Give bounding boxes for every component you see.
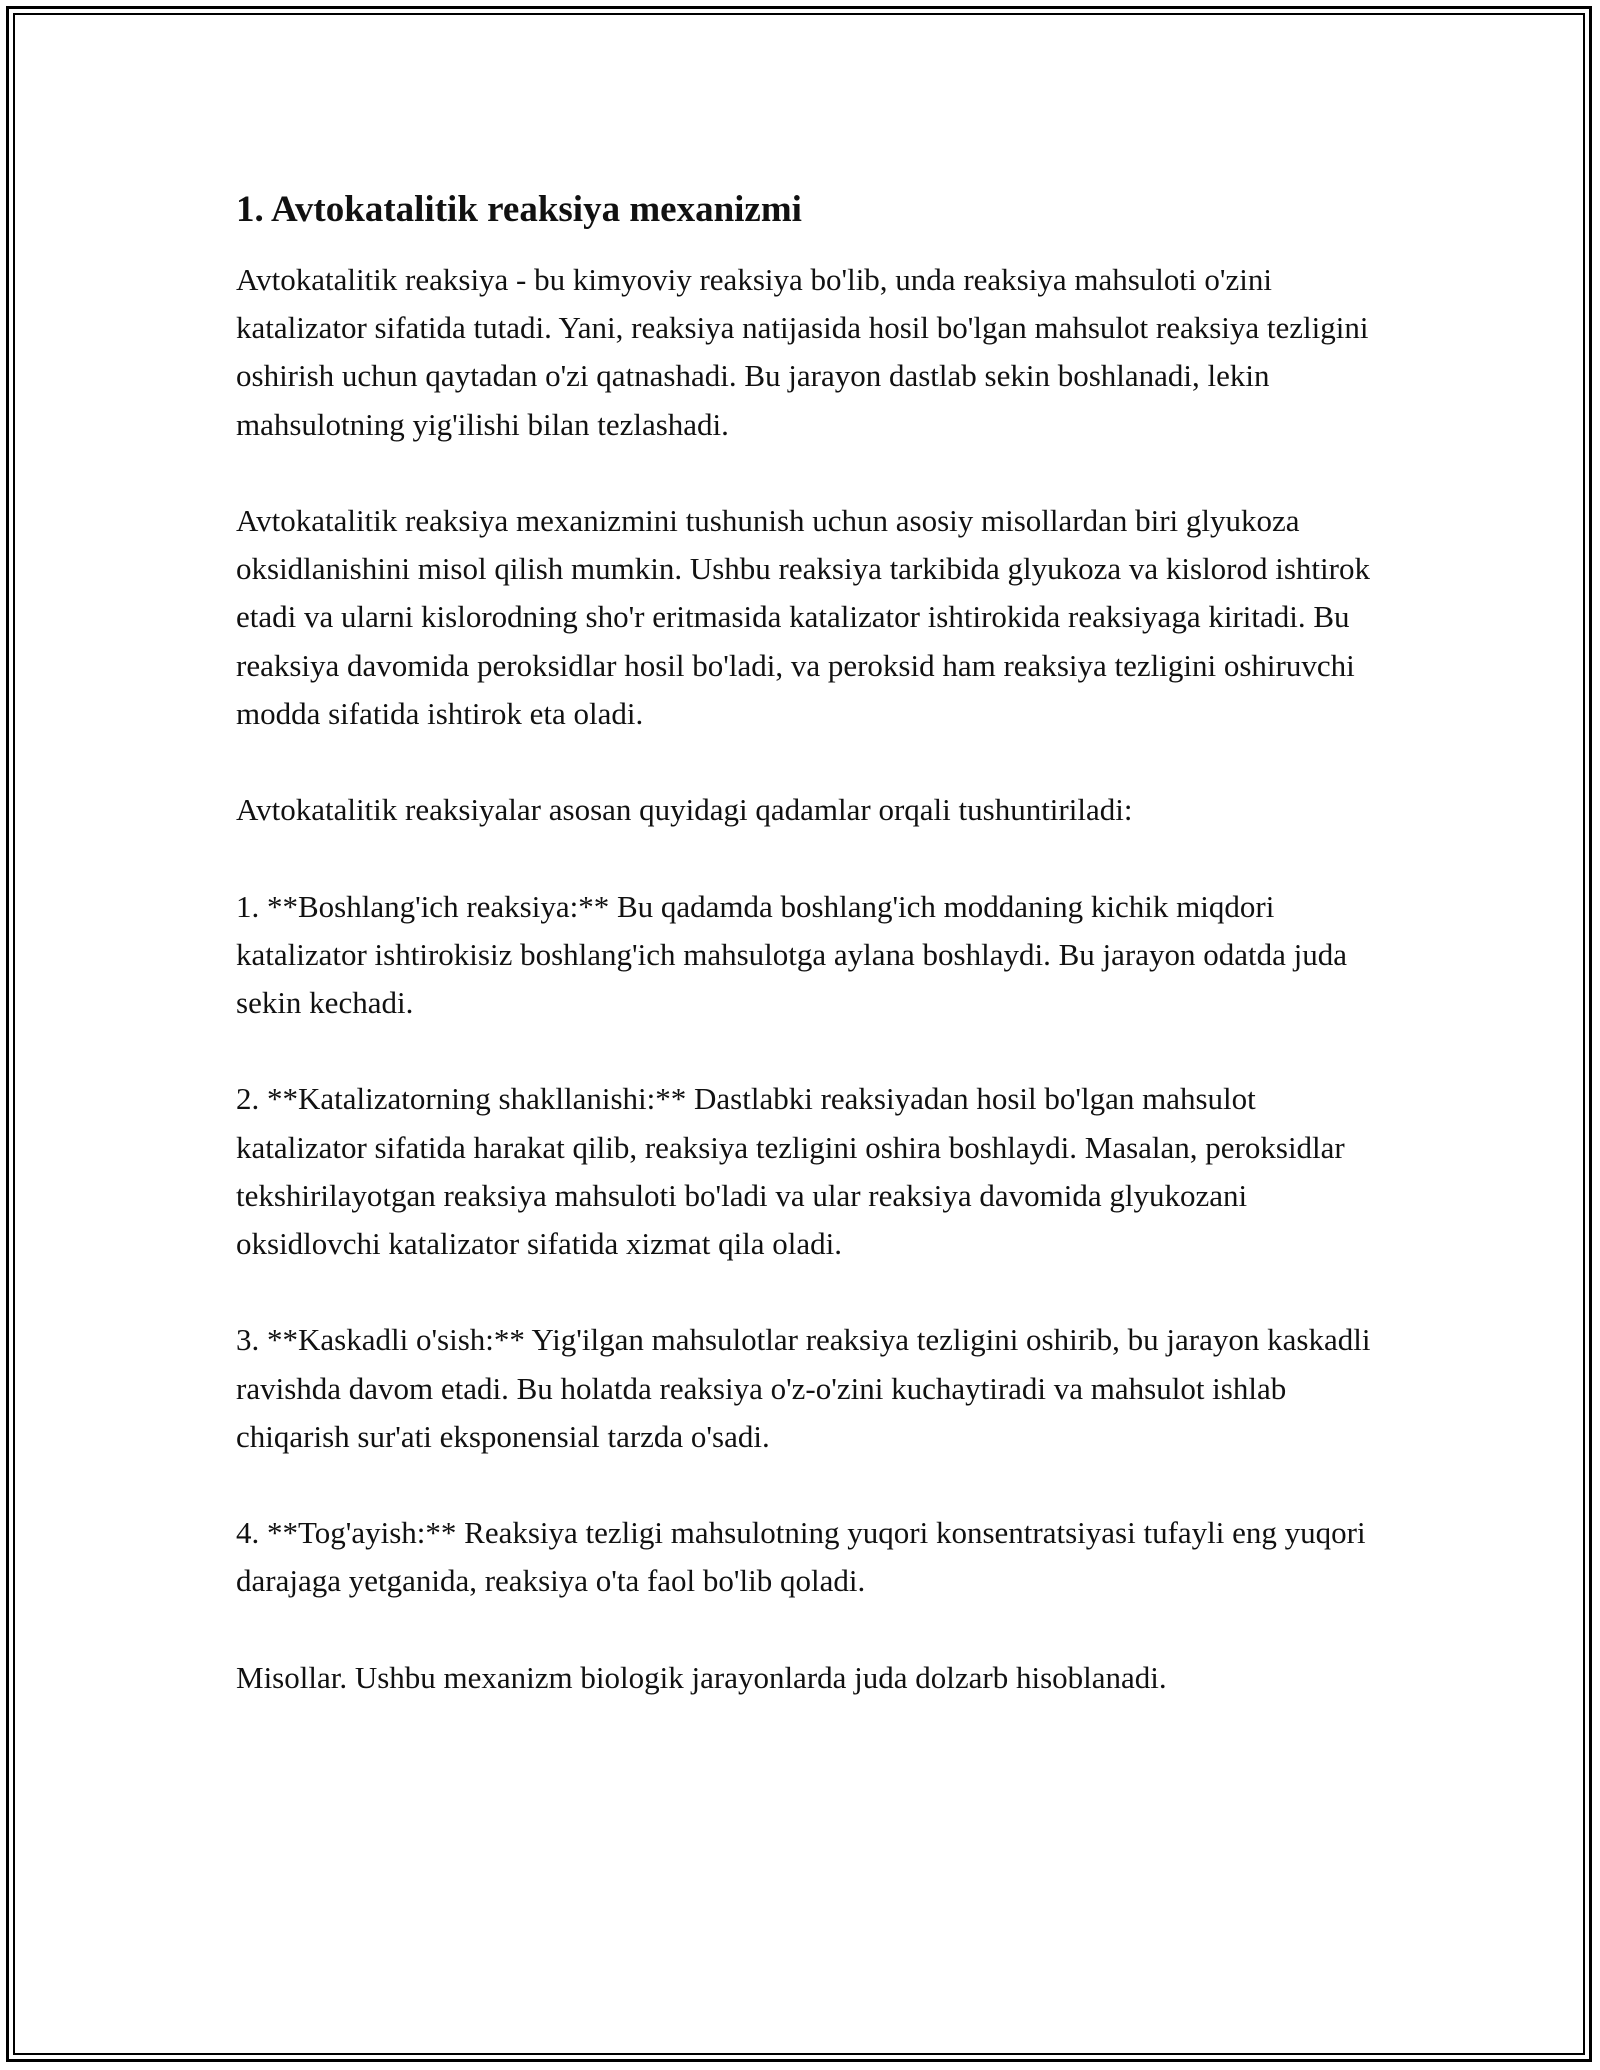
document-page [236, 186, 1386, 1750]
paragraph-example: Avtokatalitik reaksiya mexanizmini tushunish uchun asosiy misollardan biri glyukoza oksidlanishini misol qilish mumkin. Ushbu reaksiya tarkibida glyukoza va kislorod ishtirok etadi va ularni kislorodning sho'r eritmasida katalizator ishtirokida reaksiyaga kiritadi. Bu reaksiya davomida peroksidlar hosil bo'ladi, va peroksid ham reaksiya tezligini oshiruvchi modda sifatida ishtirok eta oladi. [236, 503, 1370, 731]
document-title: 1. Avtokatalitik reaksiya mexanizmi [236, 189, 802, 230]
paragraph-examples: Misollar. Ushbu mexanizm biologik jarayonlarda juda dolzarb hisoblanadi. [236, 1659, 1167, 1695]
paragraph-step-4: 4. **Tog'ayish:** Reaksiya tezligi mahsulotning yuqori konsentratsiyasi tufayli eng yuqori darajaga yetganida, reaksiya o'ta faol bo'lib qoladi. [236, 1515, 1366, 1599]
paragraph-intro: Avtokatalitik reaksiya - bu kimyoviy reaksiya bo'lib, unda reaksiya mahsuloti o'zini katalizator sifatida tutadi. Yani, reaksiya natijasida hosil bo'lgan mahsulot reaksiya tezligini oshirish uchun qaytadan o'zi qatnashadi. Bu jarayon dastlab sekin boshlanadi, lekin mahsulotning yig'ilishi bilan tezlashadi. [236, 262, 1369, 442]
paragraph-step-3: 3. **Kaskadli o'sish:** Yig'ilgan mahsulotlar reaksiya tezligini oshirib, bu jarayon kaskadli ravishda davom etadi. Bu holatda reaksiya o'z-o'zini kuchaytiradi va mahsulot ishlab chiqarish sur'ati eksponensial tarzda o'sadi. [236, 1322, 1371, 1454]
paragraph-steps-intro: Avtokatalitik reaksiyalar asosan quyidagi qadamlar orqali tushuntiriladi: [236, 792, 1133, 828]
paragraph-step-2: 2. **Katalizatorning shakllanishi:** Dastlabki reaksiyadan hosil bo'lgan mahsulot katalizator sifatida harakat qilib, reaksiya tezligini oshira boshlaydi. Masalan, peroksidlar tekshirilayotgan reaksiya mahsuloti bo'ladi va ular reaksiya davomida glyukozani oksidlovchi katalizator sifatida xizmat qila oladi. [236, 1081, 1345, 1261]
paragraph-step-1: 1. **Boshlang'ich reaksiya:** Bu qadamda boshlang'ich moddaning kichik miqdori katalizator ishtirokisiz boshlang'ich mahsulotga aylana boshlaydi. Bu jarayon odatda juda sekin kechadi. [236, 888, 1347, 1020]
